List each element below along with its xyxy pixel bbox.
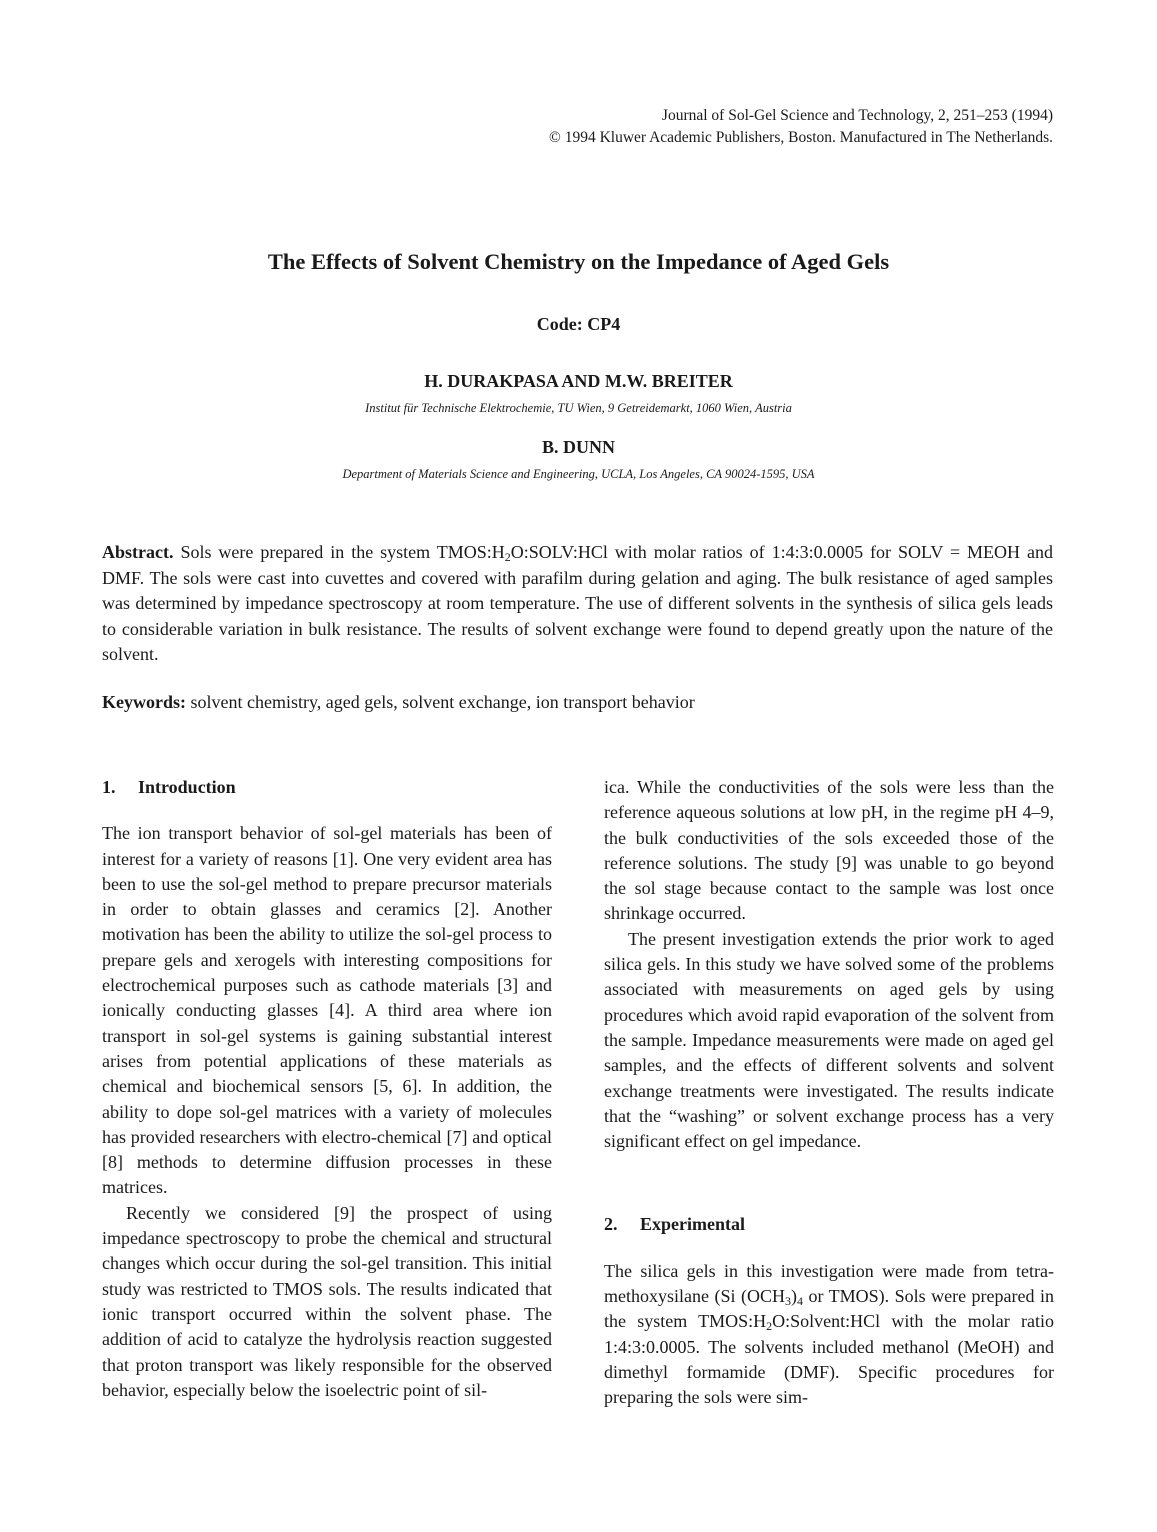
journal-citation: Journal of Sol-Gel Science and Technology, 2, 251–253 (1994): [661, 107, 1053, 124]
text-run: ): [790, 1286, 797, 1307]
abstract-label: Abstract.: [102, 542, 174, 562]
copyright-line: © 1994 Kluwer Academic Publishers, Boston. Manufactured in The Netherlands.: [549, 129, 1053, 146]
subscript: 2: [766, 1319, 773, 1334]
text-run: or TMOS). Sols were prepared in the system TMOS:H: [604, 1286, 1054, 1332]
text-run: O:Solvent:HCl with the molar ratio 1:4:3:0.0005. The solvents included methanol (MeOH) and dimethyl formamide (DMF). Specific procedures for preparing the sols were sim-: [604, 1311, 1054, 1408]
intro-paragraph-2: Recently we considered [9] the prospect of using impedance spectroscopy to probe the chemical and structural changes which occur during the sol-gel transition. This initial study was restricted to TMOS sols. The results indicated that ionic transport occurred within the solvent phase. The addition of acid to catalyze the hydrolysis reaction suggested that proton transport was likely responsible for the observed behavior, especially below the isoelectric point of sil-: [102, 1202, 552, 1400]
section-title: Experimental: [640, 1214, 745, 1235]
abstract-text-1: Sols were prepared in the system TMOS:H: [173, 542, 505, 562]
abstract: [102, 540, 1053, 668]
intro-paragraph-3: ica. While the conductivities of the sols were less than the reference aqueous solutions at low pH, in the regime pH 4–9, the bulk conductivities of the sols exceeded those of the reference solutions. The study [9] was unable to go beyond the sol stage because contact to the sample was lost once shrinkage occurred.: [604, 777, 1054, 924]
experimental-paragraph-1: [604, 1259, 1054, 1411]
keywords-text: solvent chemistry, aged gels, solvent exchange, ion transport behavior: [186, 692, 695, 712]
paper-code: Code: CP4: [536, 314, 621, 334]
right-column: [604, 775, 1054, 1411]
left-column: [102, 775, 552, 1403]
keywords-label: Keywords:: [102, 692, 186, 712]
paper-title: The Effects of Solvent Chemistry on the Impedance of Aged Gels: [267, 249, 890, 274]
keywords: [102, 690, 1053, 715]
text-run: The silica gels in this investigation were made from tetra-methoxysilane (Si (OCH: [604, 1260, 1054, 1307]
abstract-text-2: O:SOLV:HCl with molar ratios of 1:4:3:0.0005 for SOLV = MEOH and DMF. The sols were cast into cuvettes and covered with parafilm during gelation and aging. The bulk resistance of aged samples was determined by impedance spectroscopy at room temperature. The use of different solvents in the synthesis of silica gels leads to considerable variation in bulk resistance. The results of solvent exchange were found to depend greatly upon the nature of the solvent.: [102, 542, 1053, 664]
section-heading-experimental: [604, 1212, 1054, 1237]
section-number: 1.: [102, 777, 116, 797]
section-number: 2.: [604, 1214, 618, 1235]
affiliation-primary: Institut für Technische Elektrochemie, TU Wien, 9 Getreidemarkt, 1060 Wien, Austria: [365, 401, 792, 415]
intro-paragraph-4: The present investigation extends the prior work to aged silica gels. In this study we have solved some of the problems associated with measurements on aged gels by using procedures which avoid rapid evaporation of the solvent from the sample. Impedance measurements were made on aged gel samples, and the effects of different solvents and solvent exchange treatments were investigated. The results indicate that the “washing” or solvent exchange process has a very significant effect on gel impedance.: [604, 928, 1054, 1152]
journal-header: [549, 105, 1053, 149]
section-title: Introduction: [138, 777, 236, 797]
intro-paragraph-1: The ion transport behavior of sol-gel materials has been of interest for a variety of reasons [1]. One very evident area has been to use the sol-gel method to prepare precursor materials in order to obtain glasses and ceramics [2]. Another motivation has been the ability to utilize the sol-gel process to prepare gels and xerogels with interesting compositions for electrochemical purposes such as cathode materials [3] and ionically conducting glasses [4]. A third area where ion transport in sol-gel systems is gaining substantial interest arises from potential applications of these materials as chemical and biochemical sensors [5, 6]. In addition, the ability to dope sol-gel matrices with a variety of molecules has provided researchers with electro-chemical [7] and optical [8] methods to determine diffusion processes in these matrices.: [102, 823, 552, 1198]
abstract-subscript: 2: [504, 550, 511, 564]
subscript: 3: [784, 1294, 791, 1309]
affiliation-secondary: Department of Materials Science and Engineering, UCLA, Los Angeles, CA 90024-1595, USA: [342, 467, 815, 481]
subscript: 4: [796, 1294, 803, 1309]
authors-secondary: B. DUNN: [541, 437, 615, 457]
authors-primary: H. DURAKPASA AND M.W. BREITER: [424, 371, 733, 391]
section-heading-introduction: [102, 775, 552, 800]
